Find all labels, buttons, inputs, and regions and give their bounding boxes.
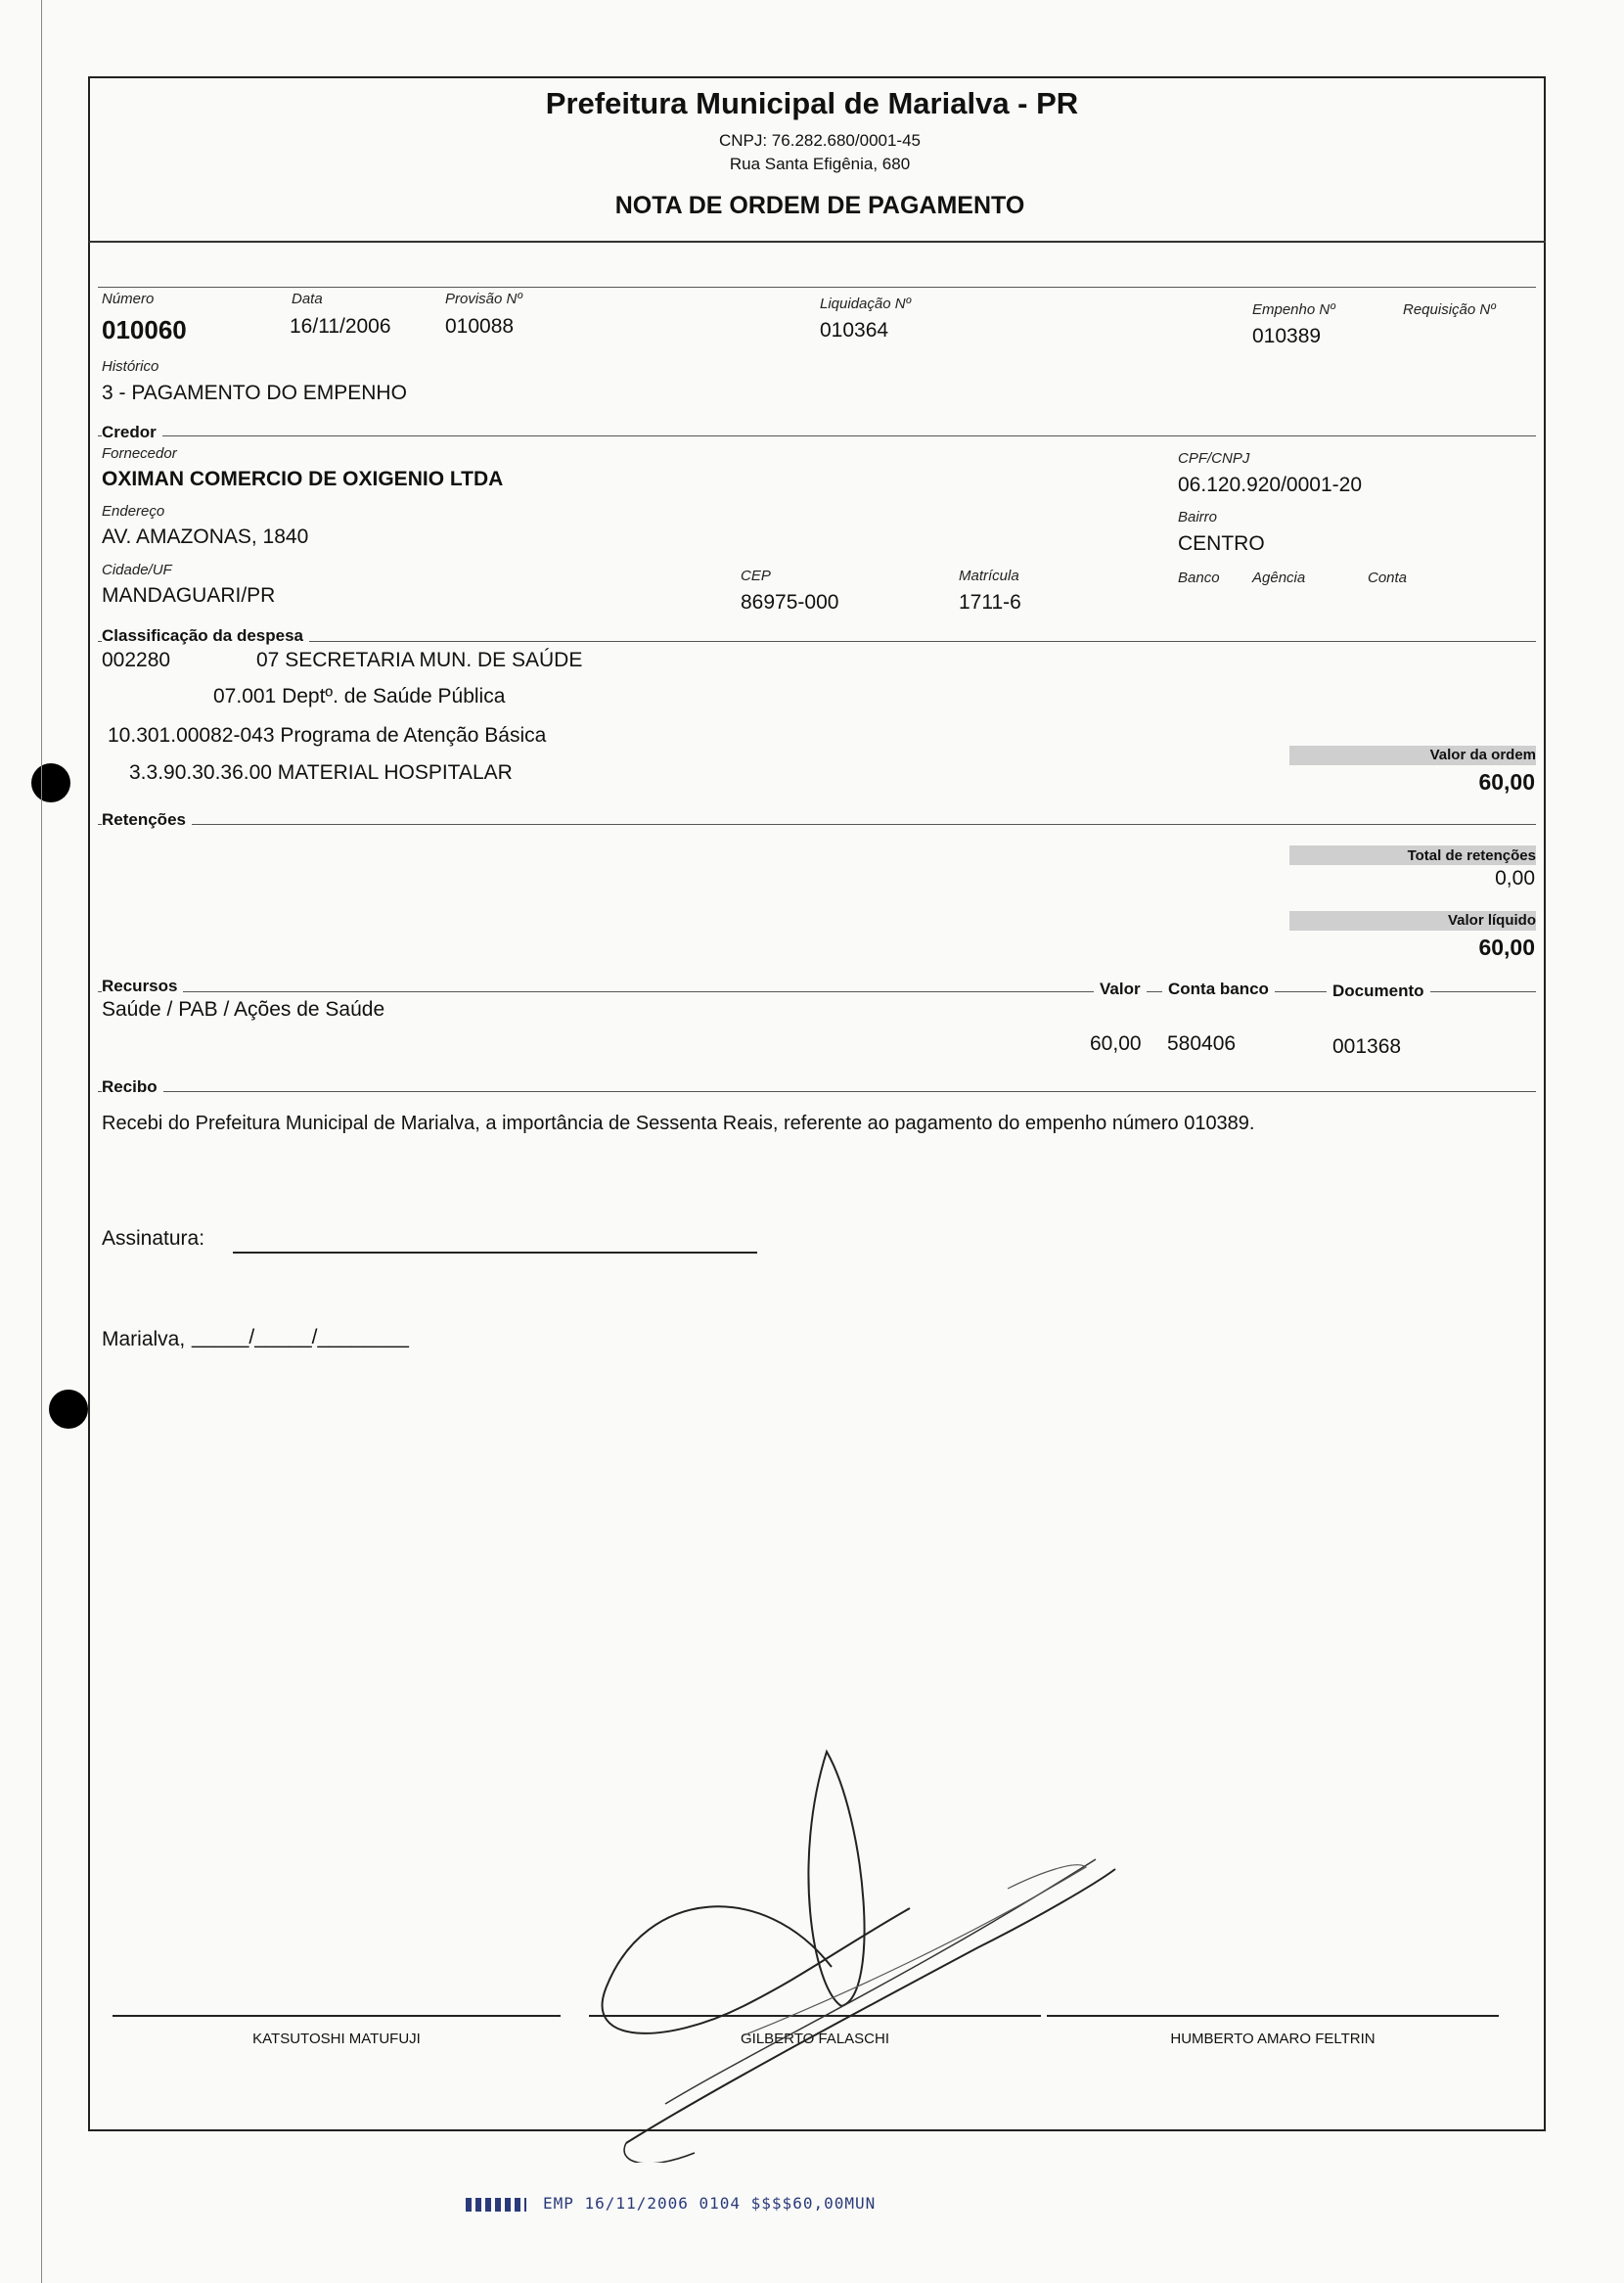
recursos-conta: 580406: [1167, 1032, 1237, 1055]
valor-liquido-label: Valor líquido: [1447, 912, 1536, 929]
signature-name-3: HUMBERTO AMARO FELTRIN: [1170, 2031, 1376, 2047]
page-title: Prefeitura Municipal de Marialva - PR: [545, 86, 1079, 120]
empenho-value: 010389: [1252, 325, 1322, 347]
matricula-value: 1711-6: [959, 591, 1021, 614]
punch-hole: [31, 763, 70, 802]
liquidacao-label: Liquidação Nº: [820, 296, 912, 312]
cpf-value: 06.120.920/0001-20: [1178, 474, 1363, 496]
row1-top-rule: [98, 287, 1536, 288]
historico-label: Histórico: [102, 358, 159, 375]
recursos-valor-label: Valor: [1094, 980, 1147, 999]
cidade-label: Cidade/UF: [102, 562, 172, 578]
recursos-valor: 60,00: [1090, 1032, 1142, 1055]
credor-section: Credor: [102, 423, 162, 442]
classificacao-rule: [98, 641, 1536, 642]
agencia-label: Agência: [1252, 570, 1306, 586]
mechanical-stamp: EMP 16/11/2006 0104 $$$$60,00MUN: [543, 2194, 877, 2213]
handwritten-signature: [587, 1712, 1135, 2163]
bairro-label: Bairro: [1178, 509, 1218, 525]
stamp-mark: [466, 2198, 526, 2212]
matricula-label: Matrícula: [959, 568, 1019, 584]
provisao-value: 010088: [445, 315, 515, 338]
recibo-section: Recibo: [102, 1077, 163, 1097]
numero-value: 010060: [102, 315, 187, 344]
valor-ordem-label: Valor da ordem: [1429, 747, 1536, 763]
credor-rule: [98, 435, 1536, 436]
recursos-rule: [98, 991, 1536, 992]
endereco-value: AV. AMAZONAS, 1840: [102, 525, 309, 548]
classificacao-line1: 07 SECRETARIA MUN. DE SAÚDE: [256, 649, 583, 671]
data-value: 16/11/2006: [290, 315, 391, 338]
punch-hole: [49, 1390, 88, 1429]
header-address: Rua Santa Efigênia, 680: [729, 155, 911, 173]
bairro-value: CENTRO: [1178, 532, 1265, 555]
numero-label: Número: [102, 291, 155, 307]
signature-name-2: GILBERTO FALASCHI: [741, 2031, 889, 2047]
valor-ordem-value: 60,00: [1478, 769, 1535, 795]
endereco-label: Endereço: [102, 503, 165, 520]
classificacao-line2: 07.001 Deptº. de Saúde Pública: [213, 685, 506, 708]
total-retencoes-value: 0,00: [1495, 867, 1535, 890]
date-blank: _____/_____/________: [192, 1326, 409, 1348]
classificacao-code: 002280: [102, 649, 171, 671]
local-label: Marialva,: [102, 1328, 186, 1350]
recursos-description: Saúde / PAB / Ações de Saúde: [102, 998, 385, 1021]
historico-value: 3 - PAGAMENTO DO EMPENHO: [102, 382, 407, 404]
document-title: NOTA DE ORDEM DE PAGAMENTO: [614, 192, 1025, 219]
classificacao-section: Classificação da despesa: [102, 626, 309, 646]
empenho-label: Empenho Nº: [1252, 301, 1335, 318]
data-label: Data: [292, 291, 323, 307]
liquidacao-value: 010364: [820, 319, 889, 342]
banco-label: Banco: [1178, 570, 1220, 586]
requisicao-label: Requisição Nº: [1403, 301, 1496, 318]
classificacao-line3: 10.301.00082-043 Programa de Atenção Básica: [108, 724, 547, 747]
signature-name-1: KATSUTOSHI MATUFUJI: [252, 2031, 421, 2047]
fornecedor-value: OXIMAN COMERCIO DE OXIGENIO LTDA: [102, 468, 504, 490]
retencoes-rule: [98, 824, 1536, 825]
assinatura-label: Assinatura:: [102, 1227, 205, 1250]
recibo-rule: [98, 1091, 1536, 1092]
recursos-documento: 001368: [1332, 1035, 1402, 1058]
provisao-label: Provisão Nº: [445, 291, 522, 307]
total-retencoes-label: Total de retenções: [1407, 847, 1536, 864]
recursos-section: Recursos: [102, 977, 183, 996]
cpf-label: CPF/CNPJ: [1178, 450, 1250, 467]
cep-value: 86975-000: [741, 591, 839, 614]
header-divider: [88, 241, 1546, 243]
header-cnpj: CNPJ: 76.282.680/0001-45: [718, 131, 922, 150]
assinatura-line: [233, 1252, 757, 1254]
recibo-text: Recebi do Prefeitura Municipal de Marialva, a importância de Sessenta Reais, referente ao pagamento do empenho número 010389.: [102, 1113, 1255, 1134]
recursos-conta-label: Conta banco: [1162, 980, 1275, 999]
valor-liquido-value: 60,00: [1478, 935, 1535, 960]
page-left-edge: [41, 0, 42, 2283]
retencoes-section: Retenções: [102, 810, 192, 830]
conta-label: Conta: [1368, 570, 1408, 586]
cidade-value: MANDAGUARI/PR: [102, 584, 276, 607]
classificacao-line4: 3.3.90.30.36.00 MATERIAL HOSPITALAR: [129, 761, 513, 784]
cep-label: CEP: [741, 568, 771, 584]
fornecedor-label: Fornecedor: [102, 445, 177, 462]
recursos-documento-label: Documento: [1327, 982, 1430, 1001]
signature-line-1: [113, 2015, 561, 2017]
